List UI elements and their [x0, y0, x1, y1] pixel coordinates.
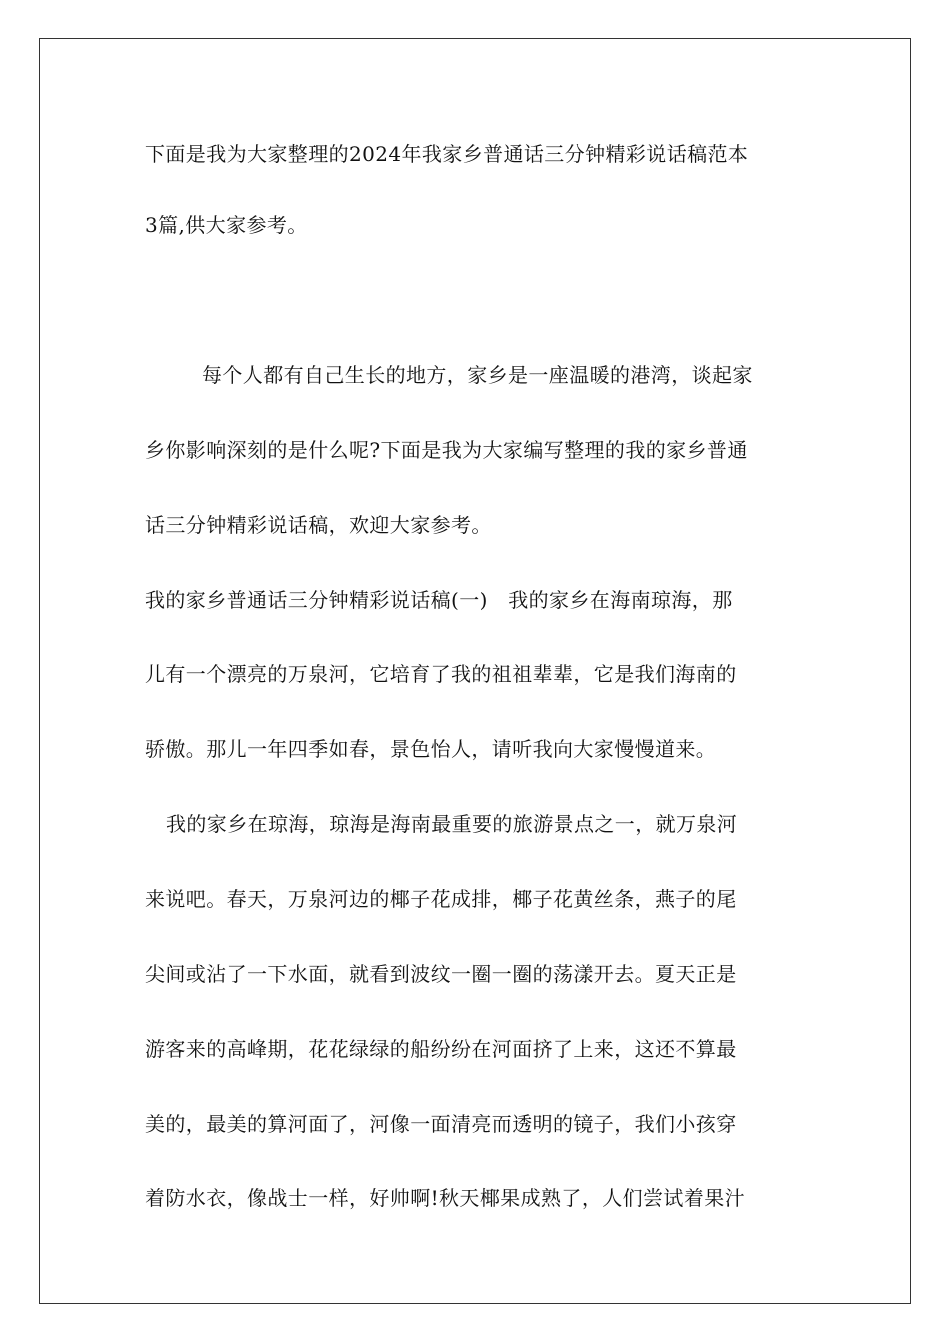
intro-line-2: 3篇,供大家参考。: [145, 213, 308, 237]
paragraph-2-line-2: 儿有一个漂亮的万泉河，它培育了我的祖祖辈辈，它是我们海南的: [145, 662, 737, 686]
paragraph-3-line-5: 美的，最美的算河面了，河像一面清亮而透明的镜子，我们小孩穿: [145, 1112, 737, 1136]
intro-line-1: 下面是我为大家整理的2024年我家乡普通话三分钟精彩说话稿范本: [145, 142, 749, 166]
paragraph-2-line-3: 骄傲。那儿一年四季如春，景色怡人，请听我向大家慢慢道来。: [145, 737, 717, 761]
paragraph-2-line-1: 我的家乡普通话三分钟精彩说话稿(一) 我的家乡在海南琼海，那: [145, 588, 733, 612]
paragraph-3-line-3: 尖间或沾了一下水面，就看到波纹一圈一圈的荡漾开去。夏天正是: [145, 962, 737, 986]
paragraph-1-line-2: 乡你影响深刻的是什么呢?下面是我为大家编写整理的我的家乡普通: [145, 438, 748, 462]
paragraph-3-line-1: 我的家乡在琼海，琼海是海南最重要的旅游景点之一，就万泉河: [166, 812, 738, 836]
paragraph-1-line-3: 话三分钟精彩说话稿，欢迎大家参考。: [145, 513, 492, 537]
paragraph-1-line-1: 每个人都有自己生长的地方，家乡是一座温暖的港湾，谈起家: [202, 363, 753, 387]
paragraph-3-line-2: 来说吧。春天，万泉河边的椰子花成排，椰子花黄丝条，燕子的尾: [145, 887, 737, 911]
paragraph-3-line-6: 着防水衣，像战士一样，好帅啊!秋天椰果成熟了，人们尝试着果汁: [145, 1186, 746, 1210]
paragraph-3-line-4: 游客来的高峰期，花花绿绿的船纷纷在河面挤了上来，这还不算最: [145, 1037, 737, 1061]
